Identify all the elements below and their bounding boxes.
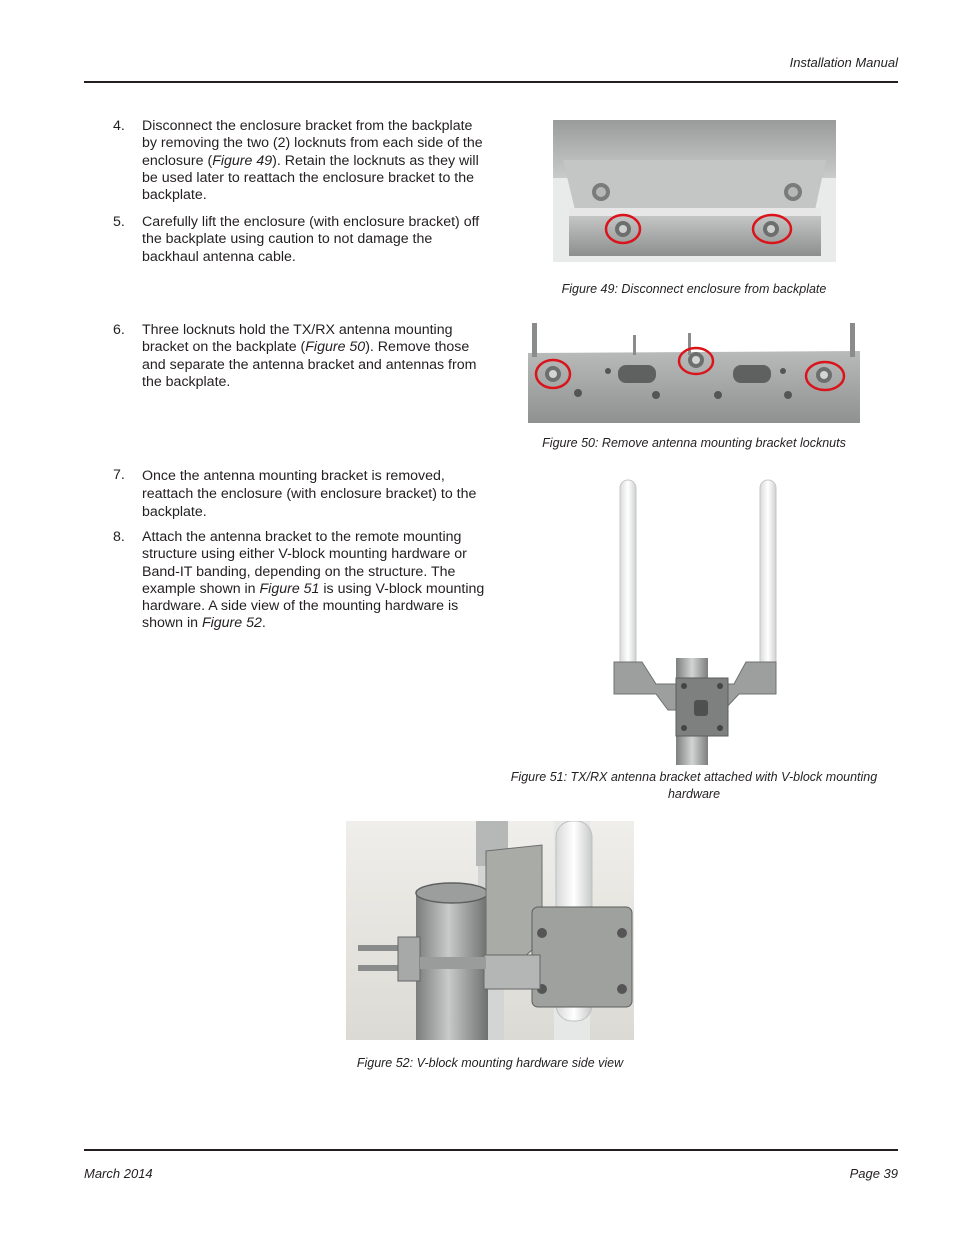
- figure-50-photo: [528, 323, 860, 423]
- step-number: 5.: [113, 214, 125, 230]
- step-number: 8.: [113, 529, 125, 545]
- figure-49-photo: [553, 120, 836, 262]
- footer-rule: [84, 1149, 898, 1151]
- figure-52-photo: [346, 821, 634, 1040]
- step-text: Disconnect the enclosure bracket from the backplate by removing the two (2) locknuts from each side of the enclosure (Figure 49). Retain the locknuts as they will be used later to reattach the enclosure bracket to the backplate.: [142, 118, 483, 204]
- figure-49-caption: Figure 49: Disconnect enclosure from backplate: [561, 282, 827, 296]
- step-6: [113, 322, 493, 391]
- figure-50-caption: Figure 50: Remove antenna mounting bracket locknuts: [542, 436, 846, 450]
- footer-date: March 2014: [84, 1166, 153, 1181]
- figure-51-photo: [584, 472, 800, 765]
- figure-reference: Figure 51: [259, 580, 320, 597]
- figure-51-caption: [498, 769, 890, 803]
- step-number: 7.: [113, 467, 125, 483]
- step-text: Once the antenna mounting bracket is removed, reattach the enclosure (with enclosure bracket) to the backplate.: [142, 468, 477, 520]
- step-text: Attach the antenna bracket to the remote mounting structure using either V-block mounting hardware or Band-IT banding, depending on the structure. The example shown in Figure 51 is using V-block mounting hardware. A side view of the mounting hardware is shown in Figure 52.: [142, 529, 485, 632]
- step-5: [113, 214, 493, 266]
- running-header: Installation Manual: [789, 55, 898, 70]
- figure-52-caption: Figure 52: V-block mounting hardware side view: [356, 1056, 624, 1070]
- step-7: [113, 467, 493, 521]
- figure-reference: Figure 49: [212, 152, 273, 169]
- page-number: Page 39: [849, 1166, 898, 1181]
- figure-51-caption-line2: hardware: [667, 787, 721, 801]
- step-number: 4.: [113, 118, 125, 134]
- step-4: [113, 118, 493, 204]
- figure-51-caption-line1: Figure 51: TX/RX antenna bracket attached with V-block mounting: [510, 770, 878, 784]
- step-text: Carefully lift the enclosure (with enclosure bracket) off the backplate using caution to not damage the backhaul antenna cable.: [142, 214, 480, 265]
- step-number: 6.: [113, 322, 125, 338]
- header-rule: [84, 81, 898, 83]
- figure-reference: Figure 52: [201, 615, 262, 632]
- step-text: Three locknuts hold the TX/RX antenna mounting bracket on the backplate (Figure 50). Remove those and separate the antenna bracket and antennas from the backplate.: [142, 322, 477, 390]
- step-8: [113, 529, 493, 633]
- figure-reference: Figure 50: [305, 339, 366, 356]
